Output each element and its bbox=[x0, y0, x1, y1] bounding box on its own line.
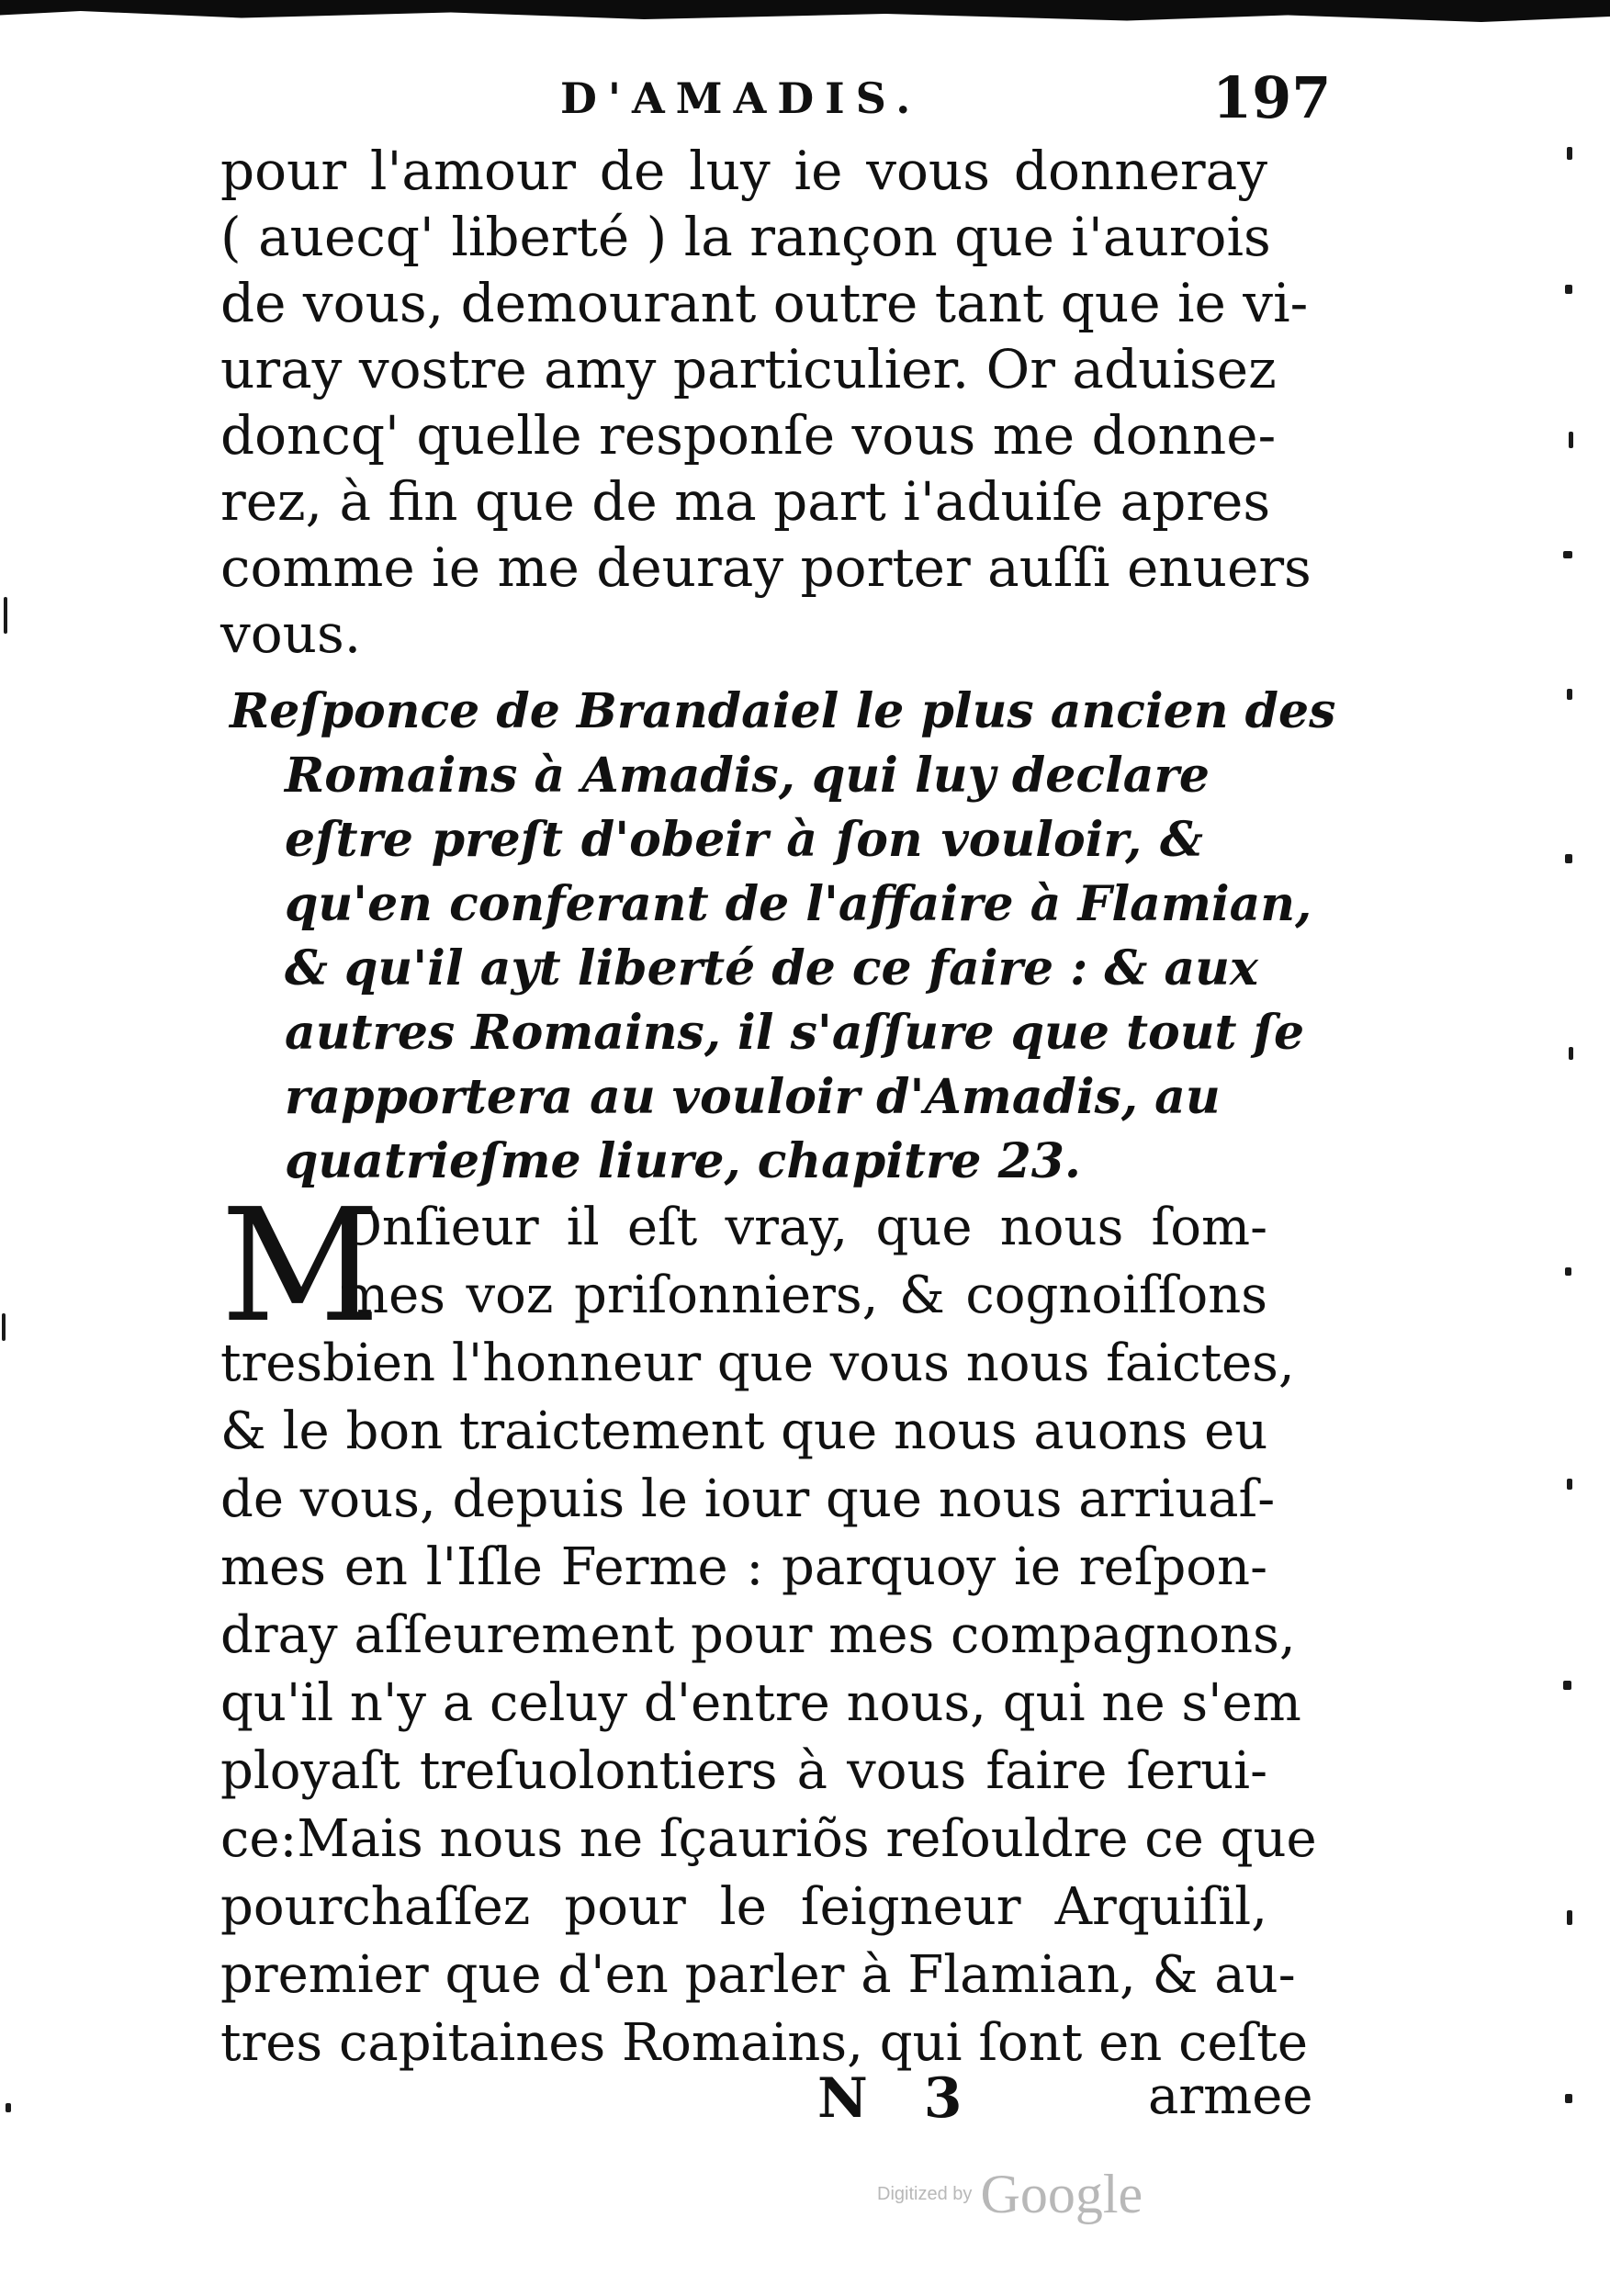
text-line: rez, à fin que de ma part i'aduiſe apres bbox=[220, 470, 1271, 533]
summary-line: Romains à Amadis, qui luy declare bbox=[285, 748, 1210, 804]
page-header bbox=[220, 64, 1332, 131]
summary-line: Reſponce de Brandaiel le plus ancien des bbox=[230, 683, 1336, 739]
digitized-watermark bbox=[877, 2163, 1143, 2226]
running-title: D'AMADIS. bbox=[560, 73, 922, 123]
text-line: uray vostre amy particulier. Or aduisez bbox=[220, 338, 1277, 400]
summary-line: eſtre preſt d'obeir à ſon vouloir, & bbox=[285, 812, 1203, 868]
text-line: de vous, depuis le iour que nous arriuaſ- bbox=[220, 1469, 1276, 1529]
right-margin-specks bbox=[1561, 119, 1580, 2140]
catchword: armee bbox=[1148, 2066, 1313, 2126]
summary-line: qu'en conferant de l'affaire à Flamian, bbox=[285, 876, 1312, 932]
summary-line: rapportera au vouloir d'Amadis, au bbox=[285, 1069, 1221, 1125]
text-line: ce:Mais nous ne ſçauriõs reſouldre ce que bbox=[220, 1809, 1317, 1869]
text-line: pour l'amour de luy ie vous donneray bbox=[220, 140, 1267, 202]
text-line: Onſieur il eſt vray, que nous ſom- bbox=[340, 1198, 1267, 1257]
text-line: ployaſt treſuolontiers à vous faire ſerui- bbox=[220, 1741, 1267, 1801]
summary-line: autres Romains, il s'aſſure que tout ſe bbox=[285, 1005, 1305, 1061]
watermark-prefix: Digitized by bbox=[877, 2184, 973, 2204]
scan-edge-top bbox=[0, 0, 1610, 28]
text-line: qu'il n'y a celuy d'entre nous, qui ne s'em bbox=[220, 1673, 1301, 1733]
google-logo: Google bbox=[980, 2164, 1143, 2224]
text-line: pourchaſſez pour le ſeigneur Arquiſil, bbox=[220, 1877, 1267, 1937]
left-margin-specks bbox=[0, 119, 18, 2140]
text-line: & le bon traictement que nous auons eu bbox=[220, 1401, 1268, 1461]
text-line: premier que d'en parler à Flamian, & au- bbox=[220, 1945, 1296, 2005]
text-line: tresbien l'honneur que vous nous faictes, bbox=[220, 1334, 1295, 1393]
summary-line: quatrieſme liure, chapitre 23. bbox=[285, 1133, 1082, 1189]
chapter-text bbox=[220, 1176, 1317, 2077]
signature-mark: N 3 bbox=[817, 2066, 981, 2131]
text-line: doncq' quelle responſe vous me donne- bbox=[220, 404, 1277, 467]
text-line: comme ie me deuray porter auſſi enuers bbox=[220, 536, 1312, 599]
chapter-summary bbox=[230, 680, 1336, 1194]
text-line: de vous, demourant outre tant que ie vi- bbox=[220, 272, 1309, 334]
text-line: ( auecq' liberté ) la rançon que i'aurois bbox=[220, 206, 1271, 268]
page-number: 197 bbox=[1212, 64, 1332, 131]
drop-cap: M bbox=[220, 1176, 381, 1357]
summary-line: & qu'il ayt liberté de ce faire : & aux bbox=[285, 940, 1258, 996]
text-line: mes voz priſonniers, & cognoiſſons bbox=[340, 1266, 1267, 1325]
text-line: tres capitaines Romains, qui ſont en ceſte bbox=[220, 2013, 1309, 2073]
top-paragraph bbox=[220, 138, 1312, 667]
text-line: vous. bbox=[220, 602, 362, 665]
text-line: mes en l'Iſle Ferme : parquoy ie reſpon- bbox=[220, 1537, 1267, 1597]
text-line: dray aſſeurement pour mes compagnons, bbox=[220, 1605, 1296, 1665]
